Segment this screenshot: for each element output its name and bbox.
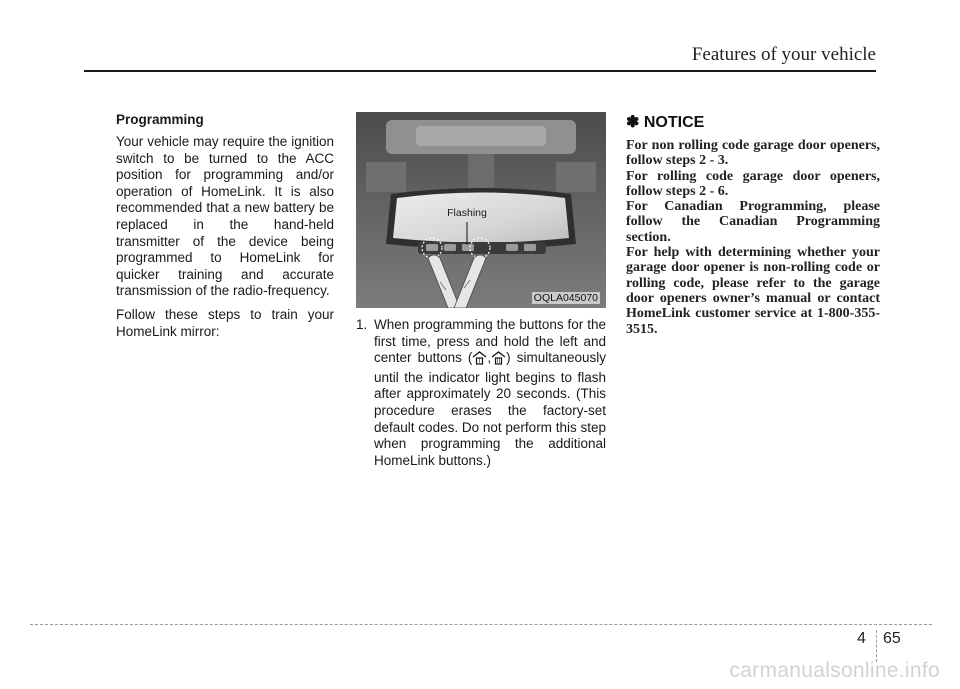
homelink-mirror-illustration	[356, 112, 606, 308]
programming-paragraph-2: Follow these steps to train your HomeLink mirror:	[116, 306, 334, 339]
step-1-text-part-2: ) simultaneously until the indicator light begins to flash after approximately 20 seconds. (This procedure erases the factory-set default codes. Do not perform this step when programming the additional HomeLink buttons.)	[374, 350, 606, 468]
page-number: 65	[883, 630, 901, 647]
notice-column	[626, 112, 880, 337]
programming-paragraph-1: Your vehicle may require the ignition switch to be turned to the ACC position for programming and/or operation of HomeLink. It is also recommended that a new battery be replaced in the hand-held transmitter of the device being programmed to HomeLink for quicker training and accurate transmission of the radio-frequency.	[116, 134, 334, 299]
footer-divider	[876, 630, 877, 662]
notice-body	[626, 138, 880, 337]
figure-code: OQLA045070	[533, 292, 598, 304]
watermark-link[interactable]: carmanualsonline.info	[729, 659, 940, 682]
homelink-button-2-icon	[491, 351, 506, 370]
notice-heading	[626, 112, 880, 132]
homelink-button-1-icon	[472, 351, 487, 370]
svg-text:I: I	[479, 359, 481, 366]
step-column	[356, 112, 606, 469]
flashing-label: Flashing	[447, 207, 487, 219]
notice-star-icon: ✽	[626, 114, 640, 131]
step-1-text-sep: ,	[487, 350, 492, 366]
notice-line-2: For rolling code garage door openers, follow steps 2 - 6.	[626, 168, 880, 199]
notice-title: NOTICE	[643, 114, 705, 131]
step-1-number: 1.	[356, 317, 368, 332]
page-header-title: Features of your vehicle	[691, 44, 876, 65]
notice-line-4: For help with determining whether your garage door opener is non-rolling code or rolling code, please refer to the garage door openers owner’s manual or contact HomeLink customer service at 1-800-355-3515.	[626, 245, 880, 337]
footer-rule	[30, 624, 932, 625]
programming-column	[116, 112, 334, 340]
step-1	[356, 317, 606, 469]
header-rule	[84, 70, 876, 72]
svg-text:II: II	[496, 359, 501, 366]
step-1-text-part-1: When programming the buttons for the first time, press and hold the left and center buttons (	[374, 317, 606, 366]
chapter-number: 4	[857, 630, 866, 647]
notice-line-1: For non rolling code garage door openers, follow steps 2 - 3.	[626, 138, 880, 169]
step-1-text	[374, 317, 606, 469]
mirror-figure	[356, 112, 606, 308]
programming-title: Programming	[116, 112, 204, 127]
notice-line-3: For Canadian Programming, please follow the Canadian Programming section.	[626, 199, 880, 245]
